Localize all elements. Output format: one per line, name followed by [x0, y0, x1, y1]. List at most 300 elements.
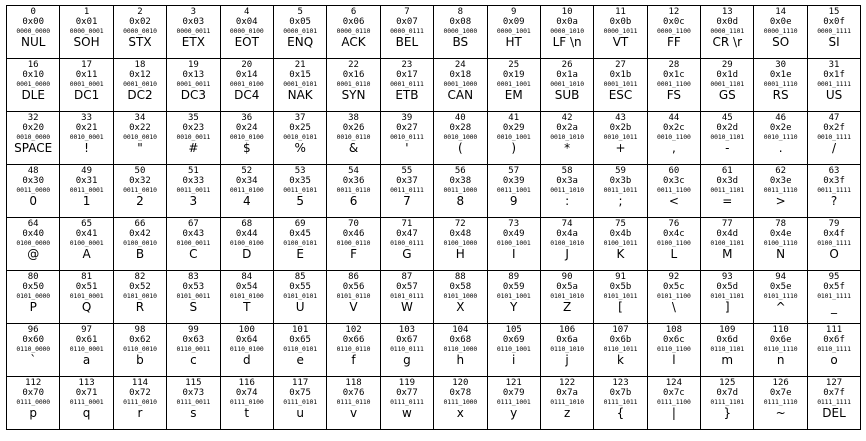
decimal-code: 81: [81, 272, 92, 282]
ascii-cell: [7, 324, 60, 377]
ascii-cell: [434, 218, 487, 271]
binary-code: 0001_1100: [657, 80, 691, 88]
character-glyph: {: [616, 406, 625, 420]
decimal-code: 124: [665, 378, 683, 388]
ascii-cell: [487, 377, 540, 430]
ascii-cell: [113, 324, 166, 377]
binary-code: 0111_1100: [657, 398, 691, 406]
cell-content: [434, 324, 486, 376]
decimal-code: 75: [615, 219, 626, 229]
binary-code: 0000_1110: [763, 27, 798, 35]
cell-content: [434, 218, 486, 270]
ascii-cell: [487, 165, 540, 218]
character-glyph: S: [189, 300, 198, 314]
hex-code: 0x50: [22, 281, 45, 292]
cell-content: [221, 112, 273, 164]
hex-code: 0x08: [449, 16, 472, 27]
cell-content: [648, 218, 700, 270]
binary-code: 0111_0100: [229, 398, 264, 406]
decimal-code: 98: [134, 325, 146, 335]
binary-code: 0100_1010: [550, 239, 584, 247]
hex-code: 0x2c: [663, 122, 685, 133]
cell-content: [434, 6, 486, 58]
cell-content: [221, 271, 273, 323]
hex-code: 0x0b: [609, 16, 632, 27]
ascii-cell: [60, 271, 113, 324]
binary-code: 0100_0010: [123, 239, 157, 247]
binary-code: 0000_1111: [817, 27, 851, 35]
table-row: [7, 271, 861, 324]
cell-content: [808, 218, 860, 270]
binary-code: 0011_1001: [496, 186, 531, 194]
binary-code: 0010_0010: [123, 133, 157, 141]
character-glyph: W: [400, 300, 413, 314]
decimal-code: 83: [187, 272, 199, 282]
decimal-code: 25: [508, 60, 520, 70]
cell-content: [701, 165, 753, 217]
character-glyph: 5: [296, 194, 304, 208]
binary-code: 0100_1111: [817, 239, 851, 247]
character-glyph: \: [671, 300, 676, 314]
hex-code: 0x76: [342, 387, 365, 398]
character-glyph: ETB: [395, 88, 419, 102]
hex-code: 0x29: [502, 122, 525, 133]
ascii-cell: [754, 271, 807, 324]
decimal-code: 114: [131, 378, 149, 388]
decimal-code: 22: [348, 60, 359, 70]
character-glyph: B: [135, 247, 145, 261]
character-glyph: k: [617, 353, 624, 367]
character-glyph: VT: [612, 35, 629, 49]
character-glyph: .: [778, 141, 783, 155]
binary-code: 0110_1110: [763, 345, 798, 353]
decimal-code: 47: [828, 113, 840, 123]
cell-content: [221, 59, 273, 111]
ascii-cell: [7, 218, 60, 271]
character-glyph: 2: [136, 194, 144, 208]
binary-code: 0101_1100: [657, 292, 691, 300]
cell-content: [114, 6, 166, 58]
ascii-cell: [220, 271, 273, 324]
cell-content: [7, 324, 59, 376]
character-glyph: f: [351, 353, 356, 367]
ascii-cell: [167, 59, 220, 112]
hex-code: 0x3f: [823, 175, 845, 186]
decimal-code: 29: [721, 60, 733, 70]
cell-content: [167, 165, 219, 217]
character-glyph: P: [29, 300, 37, 314]
hex-code: 0x3b: [609, 175, 632, 186]
ascii-table-body: [7, 6, 861, 430]
cell-content: [221, 324, 273, 376]
hex-code: 0x1d: [716, 69, 739, 80]
character-glyph: /: [832, 141, 837, 155]
character-glyph: 0: [29, 194, 38, 208]
cell-content: [488, 112, 540, 164]
cell-content: [701, 218, 753, 270]
ascii-cell: [327, 377, 380, 430]
hex-code: 0x5f: [823, 281, 845, 292]
hex-code: 0x74: [235, 387, 258, 398]
hex-code: 0x2e: [769, 122, 792, 133]
decimal-code: 105: [505, 325, 522, 335]
decimal-code: 121: [505, 378, 522, 388]
character-glyph: <: [668, 194, 679, 208]
hex-code: 0x4c: [663, 228, 685, 239]
cell-content: [167, 271, 219, 323]
character-glyph: ;: [618, 194, 623, 208]
binary-code: 0000_0010: [123, 27, 157, 35]
character-glyph: d: [242, 353, 251, 367]
hex-code: 0x52: [129, 281, 151, 292]
ascii-cell: [380, 271, 433, 324]
character-glyph: ,: [671, 141, 676, 155]
decimal-code: 127: [825, 378, 843, 388]
cell-content: [754, 377, 806, 429]
character-glyph: Z: [562, 300, 572, 314]
character-glyph: [: [618, 300, 623, 314]
cell-content: [808, 112, 860, 164]
ascii-cell: [60, 165, 113, 218]
binary-code: 0110_0101: [283, 345, 318, 353]
character-glyph: GS: [718, 88, 736, 102]
cell-content: [808, 324, 860, 376]
decimal-code: 53: [294, 166, 306, 176]
hex-code: 0x72: [129, 387, 151, 398]
decimal-code: 93: [721, 272, 733, 282]
character-glyph: }: [723, 406, 732, 420]
ascii-cell: [647, 218, 700, 271]
hex-code: 0x7e: [769, 387, 792, 398]
ascii-cell: [807, 112, 860, 165]
binary-code: 0000_0110: [336, 27, 371, 35]
hex-code: 0x34: [235, 175, 258, 186]
decimal-code: 48: [27, 166, 39, 176]
decimal-code: 3: [190, 7, 197, 17]
decimal-code: 33: [81, 113, 92, 123]
hex-code: 0x00: [22, 16, 45, 27]
cell-content: [327, 271, 379, 323]
hex-code: 0x68: [449, 334, 472, 345]
character-glyph: EOT: [234, 35, 259, 49]
binary-code: 0110_0111: [390, 345, 424, 353]
character-glyph: g: [403, 353, 411, 367]
binary-code: 0001_1111: [817, 80, 851, 88]
binary-code: 0111_0101: [283, 398, 318, 406]
character-glyph: 6: [349, 194, 358, 208]
hex-code: 0x49: [502, 228, 525, 239]
ascii-cell: [60, 377, 113, 430]
hex-code: 0x58: [449, 281, 472, 292]
hex-code: 0x62: [129, 334, 151, 345]
table-row: [7, 59, 861, 112]
cell-content: [754, 324, 806, 376]
cell-content: [648, 112, 700, 164]
cell-content: [327, 218, 379, 270]
hex-code: 0x51: [75, 281, 98, 292]
decimal-code: 78: [775, 219, 787, 229]
cell-content: [114, 59, 166, 111]
decimal-code: 64: [27, 219, 39, 229]
hex-code: 0x06: [342, 16, 365, 27]
cell-content: [541, 218, 593, 270]
hex-code: 0x2d: [716, 122, 739, 133]
ascii-cell: [167, 165, 220, 218]
cell-content: [648, 165, 700, 217]
decimal-code: 65: [81, 219, 92, 229]
character-glyph: y: [510, 406, 518, 420]
character-glyph: V: [349, 300, 358, 314]
ascii-cell: [701, 6, 754, 59]
binary-code: 0110_1000: [443, 345, 478, 353]
ascii-cell: [273, 377, 326, 430]
binary-code: 0110_1011: [603, 345, 638, 353]
hex-code: 0x40: [22, 228, 45, 239]
hex-code: 0x45: [289, 228, 311, 239]
character-glyph: %: [294, 141, 306, 155]
character-glyph: e: [296, 353, 304, 367]
character-glyph: T: [243, 300, 251, 314]
decimal-code: 92: [668, 272, 680, 282]
decimal-code: 50: [134, 166, 146, 176]
binary-code: 0001_1000: [443, 80, 478, 88]
binary-code: 0000_1101: [710, 27, 745, 35]
ascii-cell: [701, 165, 754, 218]
character-glyph: *: [564, 141, 571, 155]
ascii-cell: [7, 6, 60, 59]
ascii-cell: [113, 165, 166, 218]
hex-code: 0x6a: [556, 334, 578, 345]
binary-code: 0101_0101: [283, 292, 318, 300]
ascii-cell: [380, 59, 433, 112]
binary-code: 0101_0011: [176, 292, 211, 300]
binary-code: 0110_1001: [496, 345, 531, 353]
cell-content: [754, 112, 806, 164]
binary-code: 0110_1101: [710, 345, 745, 353]
ascii-cell: [327, 59, 380, 112]
decimal-code: 23: [401, 60, 413, 70]
ascii-cell: [220, 165, 273, 218]
ascii-cell: [167, 377, 220, 430]
decimal-code: 31: [828, 60, 840, 70]
decimal-code: 118: [345, 378, 362, 388]
character-glyph: :: [565, 194, 570, 208]
cell-content: [381, 377, 433, 429]
hex-code: 0x0e: [769, 16, 792, 27]
decimal-code: 74: [561, 219, 573, 229]
character-glyph: 1: [82, 194, 91, 208]
binary-code: 0111_1001: [496, 398, 531, 406]
binary-code: 0001_1011: [603, 80, 638, 88]
cell-content: [701, 59, 753, 111]
hex-code: 0x0f: [823, 16, 845, 27]
ascii-cell: [327, 112, 380, 165]
decimal-code: 115: [185, 378, 202, 388]
cell-content: [327, 112, 379, 164]
hex-code: 0x24: [235, 122, 258, 133]
decimal-code: 56: [454, 166, 466, 176]
table-row: [7, 377, 861, 430]
ascii-cell: [594, 112, 647, 165]
binary-code: 0010_1000: [443, 133, 478, 141]
character-glyph: w: [402, 406, 412, 420]
ascii-cell: [701, 112, 754, 165]
decimal-code: 86: [348, 272, 359, 282]
decimal-code: 88: [454, 272, 466, 282]
cell-content: [60, 6, 112, 58]
character-glyph: u: [296, 406, 304, 420]
hex-code: 0x4f: [823, 228, 845, 239]
character-glyph: b: [136, 353, 144, 367]
binary-code: 0100_1100: [657, 239, 691, 247]
decimal-code: 111: [825, 325, 843, 335]
character-glyph: G: [402, 247, 412, 261]
ascii-cell: [380, 112, 433, 165]
binary-code: 0111_1101: [710, 398, 745, 406]
cell-content: [701, 324, 753, 376]
character-glyph: U: [295, 300, 305, 314]
ascii-cell: [380, 324, 433, 377]
binary-code: 0100_0000: [16, 239, 51, 247]
decimal-code: 91: [615, 272, 626, 282]
ascii-cell: [273, 6, 326, 59]
ascii-cell: [273, 324, 326, 377]
hex-code: 0x1e: [769, 69, 792, 80]
binary-code: 0111_0001: [69, 398, 104, 406]
binary-code: 0001_1010: [550, 80, 584, 88]
hex-code: 0x61: [75, 334, 98, 345]
character-glyph: &: [348, 141, 359, 155]
ascii-cell: [594, 165, 647, 218]
ascii-cell: [540, 165, 593, 218]
character-glyph: n: [776, 353, 785, 367]
ascii-cell: [754, 377, 807, 430]
cell-content: [7, 218, 59, 270]
ascii-cell: [273, 59, 326, 112]
ascii-cell: [647, 59, 700, 112]
character-glyph: @: [27, 247, 40, 261]
cell-content: [594, 112, 646, 164]
decimal-code: 5: [297, 7, 303, 17]
binary-code: 0100_0110: [336, 239, 371, 247]
decimal-code: 120: [452, 378, 469, 388]
decimal-code: 12: [668, 7, 680, 17]
ascii-cell: [487, 271, 540, 324]
binary-code: 0001_1101: [710, 80, 745, 88]
character-glyph: DLE: [21, 88, 45, 102]
hex-code: 0x15: [289, 69, 311, 80]
character-glyph: NAK: [287, 88, 313, 102]
ascii-cell: [701, 377, 754, 430]
character-glyph: DC2: [127, 88, 153, 102]
decimal-code: 6: [350, 7, 357, 17]
character-glyph: L: [670, 247, 678, 261]
binary-code: 0000_1000: [443, 27, 478, 35]
binary-code: 0000_0000: [16, 27, 51, 35]
table-row: [7, 324, 861, 377]
hex-code: 0x25: [289, 122, 311, 133]
character-glyph: a: [82, 353, 91, 367]
ascii-cell: [540, 324, 593, 377]
character-glyph: RS: [772, 88, 789, 102]
cell-content: [167, 218, 219, 270]
binary-code: 0110_0100: [229, 345, 264, 353]
ascii-cell: [647, 324, 700, 377]
decimal-code: 67: [187, 219, 199, 229]
cell-content: [381, 165, 433, 217]
cell-content: [381, 59, 433, 111]
cell-content: [114, 324, 166, 376]
cell-content: [754, 59, 806, 111]
binary-code: 0111_1010: [550, 398, 584, 406]
character-glyph: r: [137, 406, 143, 420]
character-glyph: ^: [775, 300, 786, 314]
decimal-code: 57: [508, 166, 520, 176]
cell-content: [541, 324, 593, 376]
cell-content: [488, 218, 540, 270]
cell-content: [808, 59, 860, 111]
ascii-cell: [113, 271, 166, 324]
cell-content: [167, 377, 219, 429]
hex-code: 0x42: [129, 228, 151, 239]
decimal-code: 0: [30, 7, 36, 17]
ascii-table: [6, 5, 861, 430]
character-glyph: R: [135, 300, 145, 314]
decimal-code: 9: [511, 7, 517, 17]
character-glyph: ]: [724, 300, 730, 314]
binary-code: 0011_1110: [763, 186, 798, 194]
binary-code: 0010_1001: [496, 133, 531, 141]
decimal-code: 113: [78, 378, 95, 388]
cell-content: [381, 6, 433, 58]
character-glyph: j: [565, 353, 569, 367]
binary-code: 0101_1110: [763, 292, 798, 300]
cell-content: [327, 165, 379, 217]
hex-code: 0x7a: [556, 387, 578, 398]
decimal-code: 94: [775, 272, 787, 282]
decimal-code: 60: [668, 166, 680, 176]
decimal-code: 15: [828, 7, 840, 17]
decimal-code: 17: [81, 60, 92, 70]
binary-code: 0111_1111: [817, 398, 851, 406]
cell-content: [648, 59, 700, 111]
cell-content: [381, 271, 433, 323]
decimal-code: 11: [615, 7, 626, 17]
character-glyph: s: [190, 406, 197, 420]
cell-content: [167, 59, 219, 111]
cell-content: [754, 165, 806, 217]
cell-content: [754, 218, 806, 270]
ascii-cell: [327, 165, 380, 218]
table-row: [7, 112, 861, 165]
hex-code: 0x39: [502, 175, 525, 186]
ascii-cell: [754, 324, 807, 377]
ascii-cell: [113, 377, 166, 430]
cell-content: [541, 59, 593, 111]
hex-code: 0x33: [182, 175, 205, 186]
binary-code: 0111_0011: [176, 398, 211, 406]
character-glyph: BS: [452, 35, 469, 49]
hex-code: 0x7d: [716, 387, 739, 398]
decimal-code: 126: [772, 378, 789, 388]
hex-code: 0x0d: [716, 16, 739, 27]
decimal-code: 119: [398, 378, 416, 388]
character-glyph: !: [84, 141, 89, 155]
hex-code: 0x13: [182, 69, 205, 80]
hex-code: 0x07: [396, 16, 418, 27]
ascii-cell: [273, 271, 326, 324]
binary-code: 0010_0111: [390, 133, 424, 141]
